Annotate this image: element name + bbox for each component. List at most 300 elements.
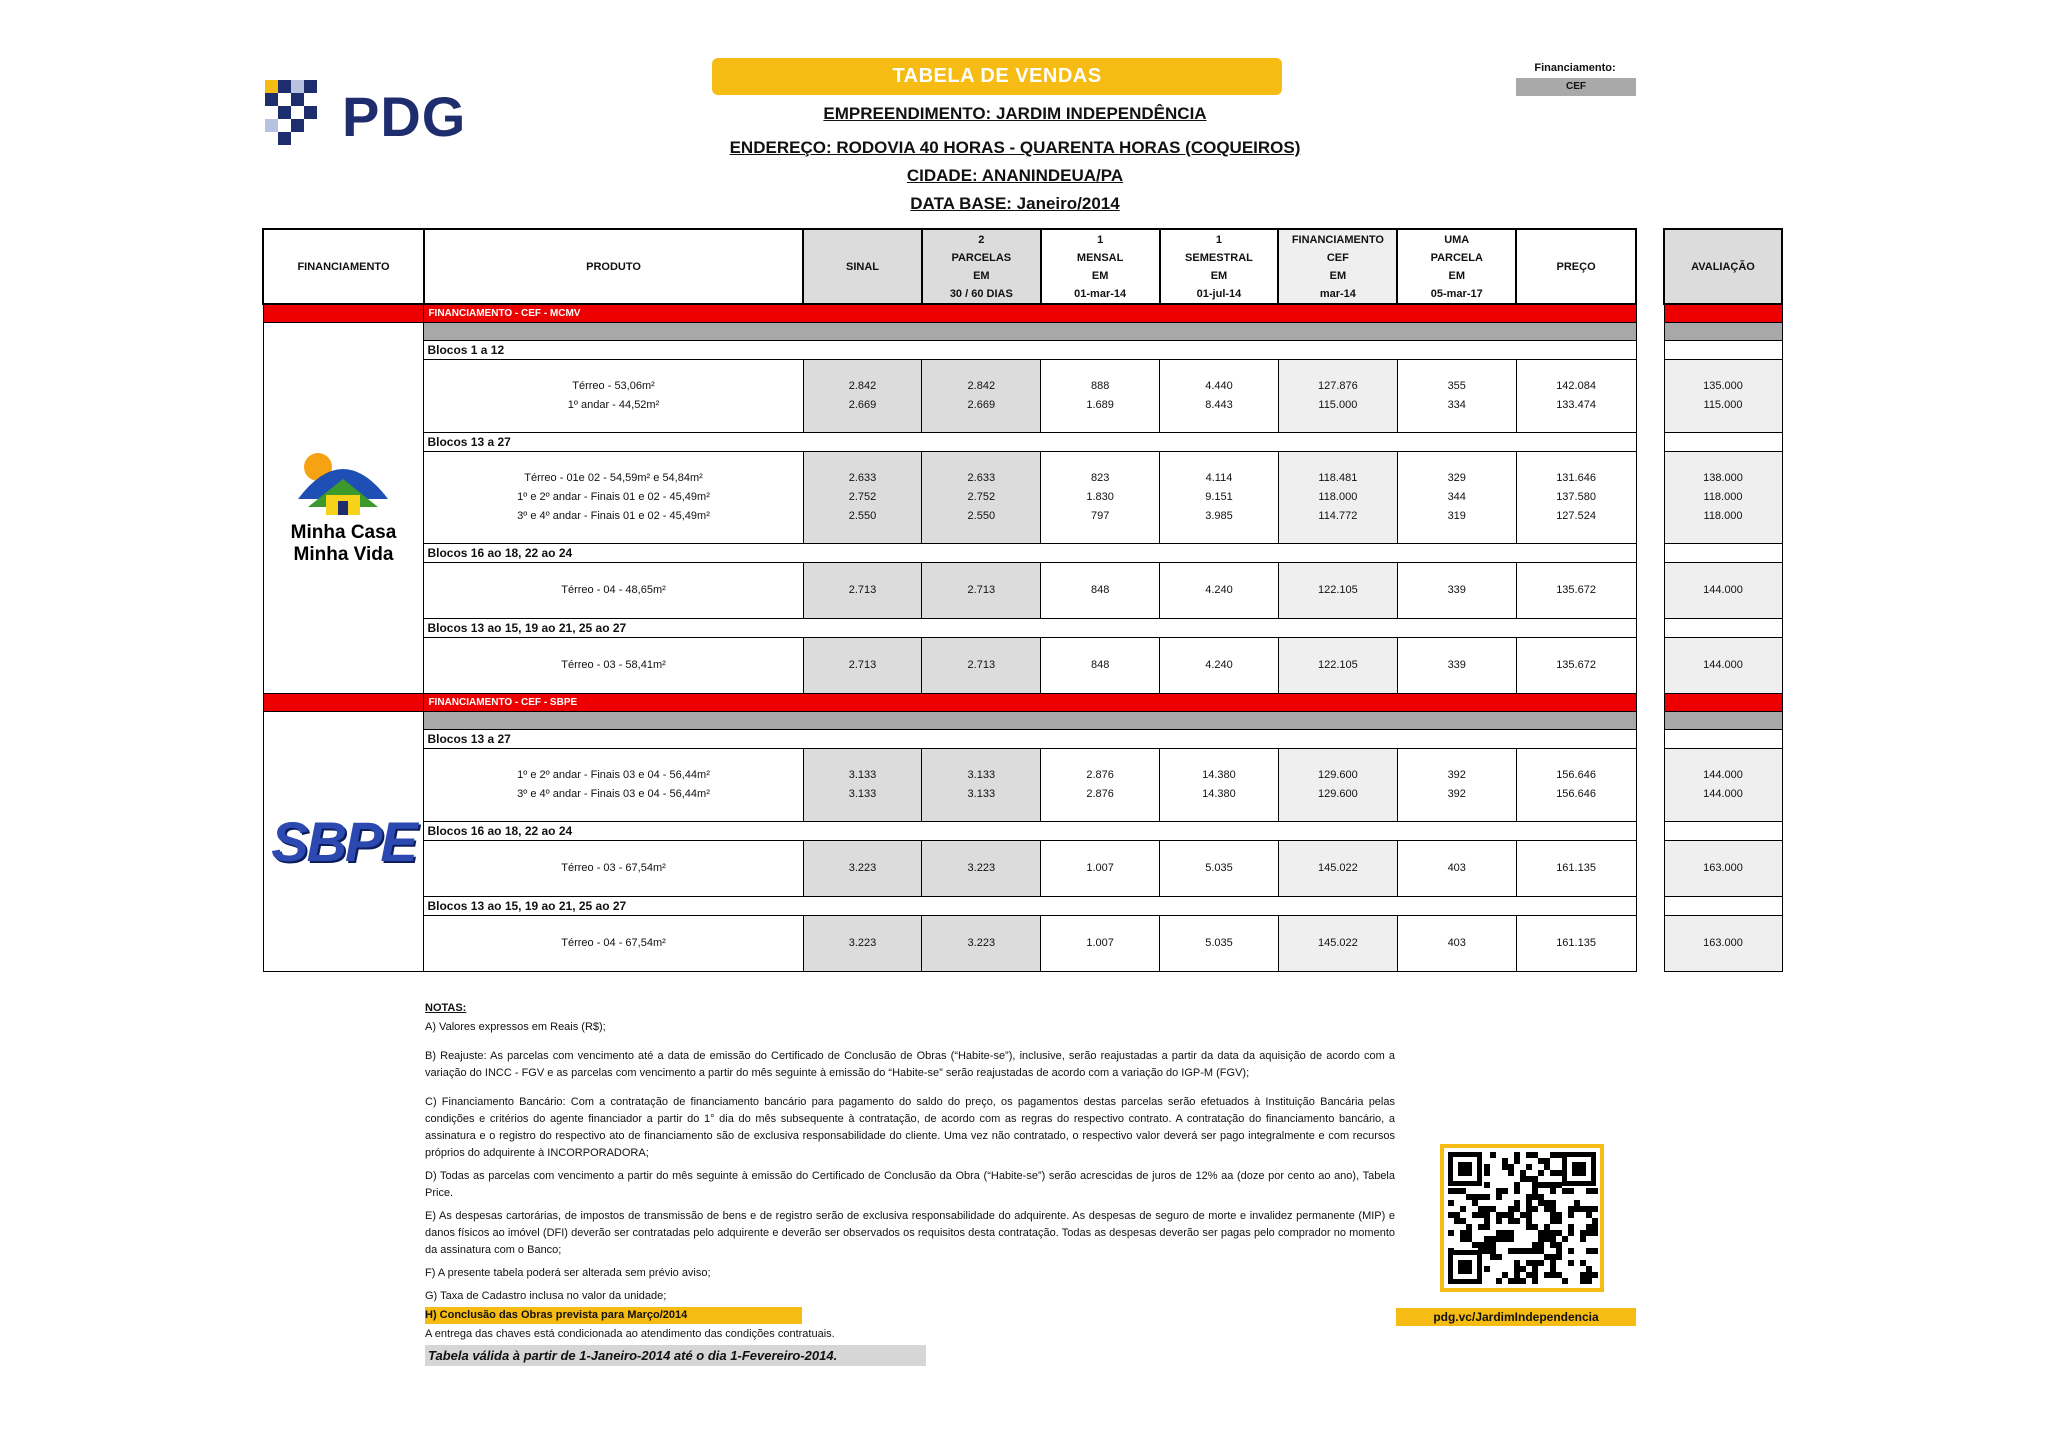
qr-module bbox=[1490, 1152, 1496, 1158]
produto-cell bbox=[424, 840, 803, 896]
table-row bbox=[263, 359, 1636, 432]
note-h: H) Conclusão das Obras prevista para Março/2014 bbox=[425, 1307, 802, 1324]
sinal-value: 2.633 bbox=[848, 471, 877, 484]
sbpe-wordmark: SBPE bbox=[271, 809, 416, 873]
qr-module bbox=[1496, 1188, 1502, 1194]
qr-module bbox=[1562, 1278, 1568, 1284]
qr-module bbox=[1526, 1212, 1532, 1218]
qr-module bbox=[1532, 1248, 1538, 1254]
qr-module bbox=[1490, 1236, 1496, 1242]
avaliacao-value: 115.000 bbox=[1703, 398, 1743, 411]
section-band-row bbox=[1664, 304, 1782, 322]
semestral-cell bbox=[1160, 637, 1279, 693]
aval-spacer bbox=[1664, 618, 1782, 637]
qr-module bbox=[1550, 1272, 1556, 1278]
parcelas-value: 3.133 bbox=[967, 787, 996, 800]
section-band-label: FINANCIAMENTO - CEF - MCMV bbox=[424, 304, 1636, 322]
header-avaliacao: AVALIAÇÃO bbox=[1664, 229, 1782, 304]
uma-cell bbox=[1397, 840, 1516, 896]
header-uma-line: UMA bbox=[1444, 233, 1470, 246]
qr-module bbox=[1484, 1170, 1490, 1176]
qr-module bbox=[1550, 1260, 1556, 1266]
uma-value: 339 bbox=[1447, 583, 1466, 596]
qr-module bbox=[1556, 1230, 1562, 1236]
financ-value: 129.600 bbox=[1317, 787, 1358, 800]
avaliacao-value: 144.000 bbox=[1703, 787, 1743, 800]
uma-value: 392 bbox=[1447, 768, 1466, 781]
block-label-row bbox=[263, 618, 1636, 637]
mensal-cell bbox=[1041, 637, 1160, 693]
pdg-logo bbox=[262, 80, 467, 150]
qr-module bbox=[1472, 1242, 1478, 1248]
qr-module bbox=[1550, 1230, 1556, 1236]
url-link[interactable]: pdg.vc/JardimIndependencia bbox=[1396, 1308, 1636, 1326]
qr-module bbox=[1592, 1224, 1598, 1230]
parcelas-value: 2.842 bbox=[967, 379, 996, 392]
produto-line: 3º e 4º andar - Finais 01 e 02 - 45,49m² bbox=[517, 509, 710, 522]
table-row bbox=[263, 451, 1636, 543]
financ-value: 145.022 bbox=[1317, 861, 1358, 874]
qr-module bbox=[1520, 1176, 1526, 1182]
produto-line: 1º andar - 44,52m² bbox=[567, 398, 660, 411]
semestral-value: 4.440 bbox=[1205, 379, 1233, 392]
block-label-row bbox=[263, 729, 1636, 748]
table-row bbox=[1664, 748, 1782, 821]
logo-square bbox=[291, 80, 304, 93]
uma-cell bbox=[1397, 359, 1516, 432]
qr-module bbox=[1520, 1212, 1526, 1218]
produto-cell bbox=[424, 748, 803, 821]
mensal-value: 2.876 bbox=[1086, 787, 1114, 800]
sinal-cell bbox=[803, 451, 922, 543]
qr-module bbox=[1478, 1224, 1484, 1230]
table-row bbox=[263, 840, 1636, 896]
block-label-row bbox=[1664, 821, 1782, 840]
qr-module bbox=[1550, 1206, 1556, 1212]
avaliacao-cell bbox=[1664, 359, 1782, 432]
qr-module bbox=[1556, 1242, 1562, 1248]
uma-cell bbox=[1397, 748, 1516, 821]
financ-cell bbox=[1278, 915, 1397, 971]
qr-module bbox=[1448, 1188, 1454, 1194]
header-mensal bbox=[1041, 229, 1160, 304]
qr-module bbox=[1550, 1254, 1556, 1260]
block-label-row bbox=[263, 821, 1636, 840]
mensal-cell bbox=[1041, 840, 1160, 896]
semestral-value: 8.443 bbox=[1205, 398, 1233, 411]
qr-module bbox=[1532, 1152, 1538, 1158]
logo-square bbox=[304, 106, 317, 119]
semestral-cell bbox=[1160, 562, 1279, 618]
qr-module bbox=[1508, 1212, 1514, 1218]
qr-module bbox=[1472, 1212, 1478, 1218]
avaliacao-cell bbox=[1664, 637, 1782, 693]
header-semestral bbox=[1160, 229, 1279, 304]
qr-module bbox=[1514, 1218, 1520, 1224]
avaliacao-value: 118.000 bbox=[1703, 509, 1743, 522]
block-label-row bbox=[1664, 432, 1782, 451]
house-icon bbox=[288, 449, 398, 519]
qr-module bbox=[1484, 1218, 1490, 1224]
logo-square bbox=[265, 93, 278, 106]
brand-name: PDG bbox=[342, 85, 467, 148]
block-label: Blocos 13 ao 15, 19 ao 21, 25 ao 27 bbox=[424, 618, 1636, 637]
qr-module bbox=[1448, 1212, 1454, 1218]
qr-module bbox=[1502, 1236, 1508, 1242]
qr-module bbox=[1550, 1266, 1556, 1272]
qr-module bbox=[1520, 1248, 1526, 1254]
qr-module bbox=[1586, 1212, 1592, 1218]
mensal-value: 823 bbox=[1090, 471, 1110, 484]
qr-module bbox=[1466, 1194, 1472, 1200]
semestral-value: 5.035 bbox=[1205, 936, 1233, 949]
semestral-value: 4.240 bbox=[1205, 658, 1233, 671]
qr-module bbox=[1508, 1218, 1514, 1224]
mensal-cell bbox=[1041, 359, 1160, 432]
header-mensal-line: 1 bbox=[1097, 233, 1104, 246]
qr-module bbox=[1592, 1188, 1598, 1194]
qr-module bbox=[1520, 1170, 1526, 1176]
sinal-cell bbox=[803, 915, 922, 971]
aval-spacer bbox=[1664, 729, 1782, 748]
qr-module bbox=[1544, 1254, 1550, 1260]
header-parcelas-line: 30 / 60 DIAS bbox=[949, 287, 1013, 300]
financ-value: 129.600 bbox=[1317, 768, 1358, 781]
qr-module bbox=[1472, 1200, 1478, 1206]
uma-value: 334 bbox=[1447, 398, 1466, 411]
semestral-value: 4.240 bbox=[1205, 583, 1233, 596]
qr-module bbox=[1592, 1206, 1598, 1212]
header-uma-line: 05-mar-17 bbox=[1430, 287, 1483, 300]
produto-line: Térreo - 53,06m² bbox=[572, 379, 655, 392]
header-parcelas bbox=[922, 229, 1041, 304]
qr-module bbox=[1514, 1272, 1520, 1278]
qr-module bbox=[1550, 1236, 1556, 1242]
header-parcelas-line: 2 bbox=[978, 233, 985, 246]
logo-line2: Minha Vida bbox=[293, 544, 394, 565]
qr-code-image bbox=[1444, 1148, 1600, 1288]
qr-module bbox=[1556, 1170, 1562, 1176]
qr-module bbox=[1550, 1212, 1556, 1218]
table-row bbox=[1664, 637, 1782, 693]
note-b: B) Reajuste: As parcelas com vencimento até a data de emissão do Certificado de Conclusão de Obras (“Habite-se”), inclusive, serão reajustadas a partir da data da aquisição de acordo com a variação do INCC - FGV e as parcelas com vencimento a partir do mês seguinte à emissão do “Habite-se” serão reajustadas de acordo com a variação do IGP-M (FGV); bbox=[425, 1050, 1395, 1079]
uma-value: 339 bbox=[1447, 658, 1466, 671]
aval-spacer bbox=[1664, 896, 1782, 915]
parcelas-value: 2.752 bbox=[967, 490, 996, 503]
produto-line: Térreo - 04 - 48,65m² bbox=[561, 583, 666, 596]
qr-module bbox=[1472, 1194, 1478, 1200]
preco-cell bbox=[1516, 359, 1636, 432]
avaliacao-value: 144.000 bbox=[1703, 658, 1743, 671]
financ-value: 118.481 bbox=[1318, 471, 1358, 484]
table-row bbox=[1664, 451, 1782, 543]
preco-value: 133.474 bbox=[1556, 398, 1596, 411]
header-semestral-line: 01-jul-14 bbox=[1196, 287, 1242, 300]
produto-line: Térreo - 03 - 67,54m² bbox=[561, 861, 666, 874]
qr-module bbox=[1538, 1260, 1544, 1266]
qr-module bbox=[1544, 1206, 1550, 1212]
mensal-cell bbox=[1041, 915, 1160, 971]
empreendimento: EMPREENDIMENTO: JARDIM INDEPENDÊNCIA bbox=[823, 104, 1207, 123]
qr-module bbox=[1514, 1260, 1520, 1266]
qr-module bbox=[1586, 1278, 1592, 1284]
table-row bbox=[263, 915, 1636, 971]
financ-cell bbox=[1278, 359, 1397, 432]
sinal-value: 2.713 bbox=[848, 583, 877, 596]
qr-module bbox=[1508, 1164, 1514, 1170]
financ-value: 114.772 bbox=[1318, 509, 1358, 522]
section-gray-band bbox=[424, 711, 1636, 729]
avaliacao-value: 144.000 bbox=[1703, 768, 1743, 781]
qr-module bbox=[1484, 1242, 1490, 1248]
header-uma-parcela bbox=[1397, 229, 1516, 304]
logo-square bbox=[278, 80, 291, 93]
financ-value: 122.105 bbox=[1317, 658, 1358, 671]
qr-module bbox=[1454, 1188, 1460, 1194]
mensal-cell bbox=[1041, 562, 1160, 618]
qr-module bbox=[1478, 1242, 1484, 1248]
qr-module bbox=[1538, 1200, 1544, 1206]
qr-module bbox=[1556, 1254, 1562, 1260]
qr-module bbox=[1580, 1278, 1586, 1284]
table-row bbox=[263, 562, 1636, 618]
qr-module bbox=[1538, 1248, 1544, 1254]
qr-module bbox=[1580, 1236, 1586, 1242]
parcelas-value: 2.713 bbox=[967, 658, 996, 671]
block-label-row bbox=[263, 896, 1636, 915]
uma-value: 344 bbox=[1447, 490, 1466, 503]
sinal-cell bbox=[803, 562, 922, 618]
qr-module bbox=[1550, 1152, 1556, 1158]
section-band-row bbox=[1664, 693, 1782, 711]
qr-module bbox=[1520, 1266, 1526, 1272]
mensal-value: 1.007 bbox=[1086, 936, 1114, 949]
section-gray-cell bbox=[1664, 322, 1782, 340]
financ-cell bbox=[1278, 748, 1397, 821]
qr-module bbox=[1586, 1230, 1592, 1236]
qr-module bbox=[1556, 1272, 1562, 1278]
qr-module bbox=[1538, 1242, 1544, 1248]
qr-module bbox=[1502, 1230, 1508, 1236]
semestral-value: 5.035 bbox=[1205, 861, 1233, 874]
qr-module bbox=[1448, 1230, 1454, 1236]
preco-value: 156.646 bbox=[1556, 787, 1596, 800]
avaliacao-value: 138.000 bbox=[1703, 471, 1743, 484]
qr-module bbox=[1514, 1182, 1520, 1188]
qr-module bbox=[1526, 1176, 1532, 1182]
aval-spacer bbox=[1664, 543, 1782, 562]
header-sinal: SINAL bbox=[803, 229, 922, 304]
parcelas-value: 2.550 bbox=[967, 509, 996, 522]
qr-module bbox=[1574, 1206, 1580, 1212]
qr-module bbox=[1514, 1278, 1520, 1284]
preco-value: 161.135 bbox=[1556, 936, 1596, 949]
qr-module bbox=[1478, 1206, 1484, 1212]
semestral-cell bbox=[1160, 915, 1279, 971]
qr-module bbox=[1532, 1188, 1538, 1194]
qr-module bbox=[1538, 1230, 1544, 1236]
produto-line: 1º e 2º andar - Finais 03 e 04 - 56,44m² bbox=[517, 768, 710, 781]
semestral-value: 14.380 bbox=[1202, 768, 1236, 781]
sbpe-logo bbox=[263, 711, 424, 971]
logo-square bbox=[265, 119, 278, 132]
qr-module bbox=[1568, 1212, 1574, 1218]
parcelas-value: 3.223 bbox=[967, 861, 996, 874]
preco-cell bbox=[1516, 637, 1636, 693]
semestral-cell bbox=[1160, 840, 1279, 896]
sinal-cell bbox=[803, 359, 922, 432]
sinal-cell bbox=[803, 840, 922, 896]
block-label-row bbox=[263, 340, 1636, 359]
section-gray-band bbox=[424, 322, 1636, 340]
semestral-cell bbox=[1160, 748, 1279, 821]
preco-value: 135.672 bbox=[1556, 658, 1596, 671]
header-produto: PRODUTO bbox=[424, 229, 803, 304]
qr-module bbox=[1544, 1230, 1550, 1236]
qr-module bbox=[1490, 1248, 1496, 1254]
financ-value: 122.105 bbox=[1317, 583, 1358, 596]
qr-module bbox=[1568, 1230, 1574, 1236]
section-band-left bbox=[263, 693, 424, 711]
header-semestral-line: SEMESTRAL bbox=[1185, 251, 1253, 264]
table-row bbox=[1664, 562, 1782, 618]
qr-module bbox=[1532, 1266, 1538, 1272]
qr-module bbox=[1526, 1194, 1532, 1200]
qr-module bbox=[1460, 1230, 1466, 1236]
header-financ-line: mar-14 bbox=[1319, 287, 1356, 300]
parcelas-cell bbox=[922, 562, 1041, 618]
financ-cell bbox=[1278, 562, 1397, 618]
qr-module bbox=[1568, 1188, 1574, 1194]
qr-module bbox=[1538, 1194, 1544, 1200]
header-mensal-line: 01-mar-14 bbox=[1074, 287, 1127, 300]
qr-module bbox=[1538, 1158, 1544, 1164]
qr-code bbox=[1440, 1144, 1604, 1292]
qr-module bbox=[1496, 1236, 1502, 1242]
preco-cell bbox=[1516, 562, 1636, 618]
table-row bbox=[1664, 359, 1782, 432]
produto-cell bbox=[424, 562, 803, 618]
avaliacao-cell bbox=[1664, 840, 1782, 896]
qr-module bbox=[1532, 1182, 1538, 1188]
qr-module bbox=[1580, 1230, 1586, 1236]
parcelas-cell bbox=[922, 748, 1041, 821]
qr-module bbox=[1562, 1236, 1568, 1242]
qr-module bbox=[1490, 1242, 1496, 1248]
block-label-row bbox=[1664, 340, 1782, 359]
block-label: Blocos 13 ao 15, 19 ao 21, 25 ao 27 bbox=[424, 896, 1636, 915]
qr-module bbox=[1454, 1212, 1460, 1218]
table-header-row bbox=[263, 229, 1636, 304]
qr-module bbox=[1592, 1272, 1598, 1278]
qr-module bbox=[1484, 1182, 1490, 1188]
qr-module bbox=[1544, 1224, 1550, 1230]
logo-square bbox=[265, 80, 278, 93]
table-row bbox=[1664, 915, 1782, 971]
uma-value: 355 bbox=[1447, 379, 1466, 392]
qr-module bbox=[1544, 1272, 1550, 1278]
qr-module bbox=[1508, 1248, 1514, 1254]
semestral-cell bbox=[1160, 451, 1279, 543]
sinal-value: 2.669 bbox=[848, 398, 877, 411]
financiamento-label: Financiamento: bbox=[1534, 62, 1616, 74]
qr-module bbox=[1550, 1182, 1556, 1188]
semestral-cell bbox=[1160, 359, 1279, 432]
note-c: C) Financiamento Bancário: Com a contratação de financiamento bancário para pagamento do saldo do preço, os pagamentos destas parcelas serão efetuados à Instituição Bancária pelas condições e critérios do agente financiador a partir do 1° dia do mês subsequente à contratação, de acordo com as regras do respectivo contrato. A contratação do financiamento bancário, a assinatura e o registro do respectivo ato de financiamento são de exclusiva responsabilidade do cliente. Uma vez não contratado, o respectivo valor deverá ser pago integralmente e com recursos próprios do adquirente à INCORPORADORA; bbox=[425, 1096, 1395, 1159]
qr-module bbox=[1496, 1212, 1502, 1218]
qr-module bbox=[1532, 1206, 1538, 1212]
section-gray-row bbox=[1664, 322, 1782, 340]
table-row bbox=[1664, 840, 1782, 896]
preco-value: 161.135 bbox=[1556, 861, 1596, 874]
qr-module bbox=[1466, 1224, 1472, 1230]
qr-module bbox=[1544, 1236, 1550, 1242]
sinal-value: 3.223 bbox=[848, 936, 877, 949]
note-entrega: A entrega das chaves está condicionada ao atendimento das condições contratuais. bbox=[425, 1328, 835, 1340]
aval-spacer bbox=[1664, 340, 1782, 359]
mensal-value: 1.830 bbox=[1086, 490, 1114, 503]
section-band-left bbox=[263, 304, 424, 322]
qr-module bbox=[1526, 1218, 1532, 1224]
preco-cell bbox=[1516, 915, 1636, 971]
parcelas-value: 3.223 bbox=[967, 936, 996, 949]
uma-value: 392 bbox=[1447, 787, 1466, 800]
note-e: E) As despesas cartorárias, de impostos de transmissão de bens e de registro serão de exclusiva responsabilidade do adquirente. As despesas de seguro de morte e invalidez permanente (MIP) e danos físicos ao imóvel (DFI) deverão ser contratadas pelo adquirente e deverão ser observados os requisitos desta contratação. Todas as despesas deverão ser pagas pelo comprador no momento da assinatura com o Banco; bbox=[425, 1210, 1395, 1256]
qr-module bbox=[1478, 1248, 1484, 1254]
notes-heading: NOTAS: bbox=[425, 1002, 467, 1014]
preco-cell bbox=[1516, 748, 1636, 821]
qr-module bbox=[1586, 1188, 1592, 1194]
semestral-value: 3.985 bbox=[1205, 509, 1233, 522]
sinal-value: 2.550 bbox=[848, 509, 877, 522]
sinal-cell bbox=[803, 748, 922, 821]
table-header-row bbox=[1664, 229, 1782, 304]
uma-cell bbox=[1397, 637, 1516, 693]
qr-module bbox=[1478, 1212, 1484, 1218]
qr-module bbox=[1484, 1266, 1490, 1272]
qr-module bbox=[1454, 1218, 1460, 1224]
qr-module bbox=[1532, 1224, 1538, 1230]
preco-value: 156.646 bbox=[1556, 768, 1596, 781]
qr-module bbox=[1508, 1206, 1514, 1212]
financiamento-value: CEF bbox=[1516, 78, 1636, 96]
avaliacao-value: 163.000 bbox=[1703, 936, 1743, 949]
block-label-row bbox=[1664, 729, 1782, 748]
qr-module bbox=[1556, 1182, 1562, 1188]
qr-module bbox=[1544, 1158, 1550, 1164]
block-label-row bbox=[1664, 618, 1782, 637]
qr-module bbox=[1574, 1200, 1580, 1206]
mensal-cell bbox=[1041, 451, 1160, 543]
qr-module bbox=[1592, 1218, 1598, 1224]
qr-module bbox=[1484, 1248, 1490, 1254]
avaliacao-value: 144.000 bbox=[1703, 583, 1743, 596]
logo-line1: Minha Casa bbox=[290, 522, 397, 543]
semestral-value: 9.151 bbox=[1205, 490, 1233, 503]
uma-value: 403 bbox=[1447, 861, 1466, 874]
qr-module bbox=[1568, 1206, 1574, 1212]
qr-module bbox=[1508, 1170, 1514, 1176]
qr-module bbox=[1520, 1278, 1526, 1284]
validity-note: Tabela válida à partir de 1-Janeiro-2014 até o dia 1-Fevereiro-2014. bbox=[425, 1345, 926, 1366]
qr-module bbox=[1568, 1260, 1574, 1266]
produto-line: 3º e 4º andar - Finais 03 e 04 - 56,44m² bbox=[517, 787, 710, 800]
aval-spacer bbox=[1664, 821, 1782, 840]
semestral-value: 14.380 bbox=[1202, 787, 1236, 800]
uma-cell bbox=[1397, 562, 1516, 618]
mensal-value: 848 bbox=[1090, 583, 1110, 596]
produto-cell bbox=[424, 637, 803, 693]
